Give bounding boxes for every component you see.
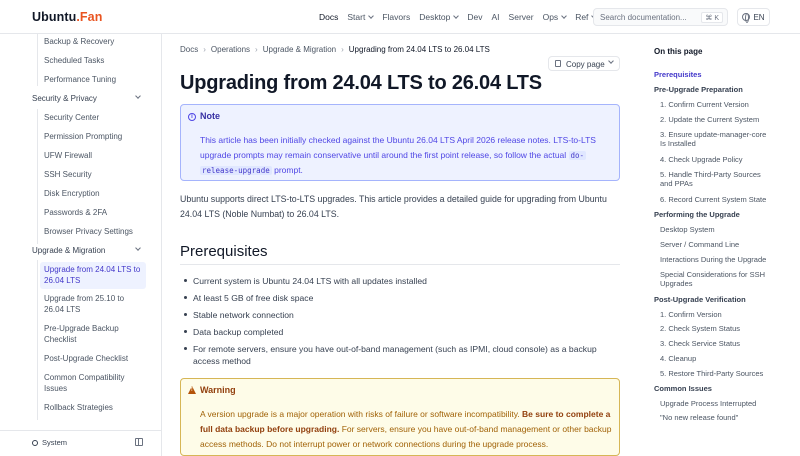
nav-item-ai[interactable]: [492, 12, 500, 22]
sidebar-item-label: 26.04 LTS: [44, 275, 81, 285]
nav-item-dev[interactable]: [467, 12, 482, 22]
toc-link[interactable]: 4. Cleanup: [660, 354, 697, 363]
theme-label[interactable]: System: [42, 438, 68, 447]
sidebar-item-browser-privacy[interactable]: Browser Privacy Settings: [44, 227, 133, 236]
toc-link[interactable]: Common Issues: [654, 384, 712, 393]
toc-link[interactable]: Is Installed: [660, 139, 696, 148]
nav-item-label: Docs: [319, 12, 339, 22]
theme-icon[interactable]: [32, 440, 38, 446]
toc-link[interactable]: 5. Restore Third-Party Sources: [660, 369, 764, 378]
list-item: Data backup completed: [184, 326, 620, 338]
note-title: Note: [200, 111, 220, 121]
sidebar-item-label: Issues: [44, 383, 68, 393]
chevron-down-icon: [454, 13, 460, 19]
nav-item-label: Ref: [575, 12, 589, 22]
breadcrumb-current: Upgrading from 24.04 LTS to 26.04 LTS: [348, 45, 490, 54]
chevron-down-icon: [135, 93, 141, 99]
toc-link[interactable]: 1. Confirm Current Version: [660, 100, 749, 109]
sidebar-item-post-checklist[interactable]: Post-Upgrade Checklist: [44, 354, 129, 363]
sidebar-item-disk-encryption[interactable]: Disk Encryption: [44, 189, 100, 198]
toc-link[interactable]: and PPAs: [660, 179, 693, 188]
nav-item-label: Server: [508, 12, 534, 22]
sidebar-item-upgrade-2404[interactable]: [44, 265, 144, 286]
warning-callout: [180, 378, 620, 456]
list-item: Current system is Ubuntu 24.04 LTS with all updates installed: [184, 275, 620, 287]
globe-icon: [742, 13, 750, 21]
search-shortcut-badge: ⌘ K: [701, 12, 723, 23]
toc-link[interactable]: 5. Handle Third-Party Sources: [660, 170, 761, 179]
breadcrumb-link[interactable]: Docs: [180, 45, 199, 54]
inline-code: do-: [570, 151, 585, 160]
sidebar-item-performance[interactable]: Performance Tuning: [44, 75, 117, 84]
page-title: Upgrading from 24.04 LTS to 26.04 LTS: [180, 72, 542, 94]
chevron-right-icon: ›: [341, 45, 344, 54]
sidebar-item-label: Checklist: [44, 334, 77, 344]
nav-item-label: AI: [491, 12, 500, 22]
warning-body: [200, 407, 615, 452]
logo-text: Ubuntu: [32, 10, 77, 24]
list-item: At least 5 GB of free disk space: [184, 292, 620, 304]
inline-code: release-upgrade: [202, 166, 270, 175]
nav-item-start[interactable]: [347, 12, 373, 22]
intro-paragraph: Ubuntu supports direct LTS-to-LTS upgrades. This article provides a detailed guide for upgrading from Ubuntu 24.04 LTS (Noble Numbat) to 26.04 LTS.: [180, 194, 607, 219]
top-nav: [319, 0, 605, 34]
sidebar-item-compat-issues[interactable]: [44, 373, 134, 394]
warning-title: Warning: [200, 385, 236, 395]
toc-link[interactable]: Pre-Upgrade Preparation: [654, 85, 743, 94]
toc-link[interactable]: 6. Record Current System State: [660, 195, 767, 204]
sidebar-guide-line: [37, 34, 38, 86]
sidebar-item-ssh[interactable]: SSH Security: [44, 170, 92, 179]
warning-text: For servers, ensure you have out-of-band management or other backup access methods. Do not interrupt power or network connections during the upgrade process.: [200, 424, 612, 449]
top-header: [0, 0, 800, 34]
toc-link[interactable]: Upgrade Process Interrupted: [660, 399, 757, 408]
sidebar-item-backup-checklist[interactable]: [44, 324, 134, 345]
toc-link[interactable]: 2. Check System Status: [660, 324, 741, 333]
collapse-sidebar-icon[interactable]: [135, 438, 143, 446]
sidebar-group-security[interactable]: [32, 94, 142, 103]
toc-link[interactable]: Post-Upgrade Verification: [654, 295, 746, 304]
toc-link[interactable]: "No new release found": [660, 413, 739, 422]
toc-link[interactable]: Server / Command Line: [660, 240, 740, 249]
toc-title: On this page: [654, 47, 703, 56]
info-icon: i: [188, 113, 196, 121]
toc-link[interactable]: 4. Check Upgrade Policy: [660, 155, 743, 164]
sidebar-group-label: Security & Privacy: [32, 94, 97, 103]
sidebar-guide-line: [37, 260, 38, 420]
sidebar-item-scheduled-tasks[interactable]: Scheduled Tasks: [44, 56, 105, 65]
chevron-down-icon: [608, 58, 614, 64]
sidebar-item-label: Pre-Upgrade Backup: [44, 324, 119, 333]
warning-icon: [188, 386, 196, 394]
nav-item-server[interactable]: [509, 12, 534, 22]
language-label: EN: [753, 12, 765, 22]
nav-item-label: Ops: [542, 12, 559, 22]
nav-item-label: Desktop: [419, 12, 451, 22]
note-callout: [180, 104, 620, 181]
warning-emphasis: Be sure to complete a full data backup before upgrading.: [200, 409, 611, 434]
language-button[interactable]: [737, 8, 770, 26]
sidebar-item-backup[interactable]: Backup & Recovery: [44, 37, 115, 46]
chevron-right-icon: ›: [255, 45, 258, 54]
nav-item-label: Start: [347, 12, 366, 22]
toc-link[interactable]: Prerequisites: [654, 70, 702, 79]
breadcrumb-link[interactable]: Upgrade & Migration: [262, 45, 337, 54]
breadcrumb: [180, 45, 490, 54]
chevron-down-icon: [135, 245, 141, 251]
chevron-down-icon: [561, 13, 567, 19]
nav-item-flavors[interactable]: [382, 12, 410, 22]
sidebar-item-rollback[interactable]: Rollback Strategies: [44, 403, 113, 412]
sidebar-group-label: Upgrade & Migration: [32, 246, 106, 255]
toc-link[interactable]: Interactions During the Upgrade: [660, 255, 767, 264]
copy-page-button[interactable]: [548, 56, 620, 71]
chevron-down-icon: [368, 13, 374, 19]
toc-link[interactable]: 3. Check Service Status: [660, 339, 741, 348]
note-text: This article has been initially checked against the Ubuntu 26.04 LTS April 2026 release notes. LTS-to-LTS upgrade prompts may remain conservative until around the first point release, so follow the actual: [200, 135, 596, 160]
sidebar-item-permission-prompting[interactable]: Permission Prompting: [44, 132, 123, 141]
sidebar-item-label: Upgrade from 24.04 LTS to: [44, 265, 141, 274]
copy-page-label: Copy page: [566, 60, 605, 69]
sidebar-item-label: Common Compatibility: [44, 373, 125, 382]
sidebar-item-passwords[interactable]: Passwords & 2FA: [44, 208, 108, 217]
prerequisites-list: [184, 275, 620, 372]
toc-link[interactable]: 3. Ensure update-manager-core: [660, 130, 767, 139]
nav-item-ops[interactable]: [543, 12, 567, 22]
sidebar-group-upgrade[interactable]: [32, 246, 142, 255]
search-placeholder: Search documentation...: [600, 13, 687, 22]
sidebar-footer: [0, 430, 162, 456]
sidebar-guide-line: [37, 109, 38, 244]
sidebar-item-label: 26.04 LTS: [44, 304, 81, 314]
sidebar-item-upgrade-2510[interactable]: [44, 294, 134, 315]
note-body: [200, 133, 610, 178]
copy-icon: [555, 60, 561, 67]
search-input[interactable]: [593, 8, 728, 26]
nav-item-docs[interactable]: [319, 12, 338, 22]
breadcrumb-link[interactable]: Operations: [210, 45, 251, 54]
toc-link[interactable]: 1. Confirm Version: [660, 310, 722, 319]
chevron-right-icon: ›: [203, 45, 206, 54]
heading-divider: [180, 264, 620, 265]
nav-item-label: Dev: [467, 12, 483, 22]
list-item: For remote servers, ensure you have out-of-band management (such as IPMI, cloud console) as a backup access method: [184, 343, 620, 367]
toc-link[interactable]: Performing the Upgrade: [654, 210, 740, 219]
nav-item-label: Flavors: [382, 12, 411, 22]
nav-item-desktop[interactable]: [419, 12, 458, 22]
toc-link[interactable]: Upgrades: [660, 279, 693, 288]
sidebar: [0, 34, 162, 456]
site-logo[interactable]: [32, 10, 102, 24]
logo-accent: .Fan: [76, 10, 103, 24]
note-text: prompt.: [271, 165, 303, 175]
toc-link[interactable]: Special Considerations for SSH: [660, 270, 766, 279]
warning-text: A version upgrade is a major operation with risks of failure or software incompatibility.: [200, 409, 523, 419]
sidebar-item-label: Upgrade from 25.10 to: [44, 294, 125, 303]
toc-link[interactable]: 2. Update the Current System: [660, 115, 760, 124]
toc-link[interactable]: Desktop System: [660, 225, 715, 234]
prerequisites-heading: Prerequisites: [180, 243, 268, 260]
sidebar-item-security-center[interactable]: Security Center: [44, 113, 100, 122]
sidebar-item-ufw[interactable]: UFW Firewall: [44, 151, 92, 160]
list-item: Stable network connection: [184, 309, 620, 321]
